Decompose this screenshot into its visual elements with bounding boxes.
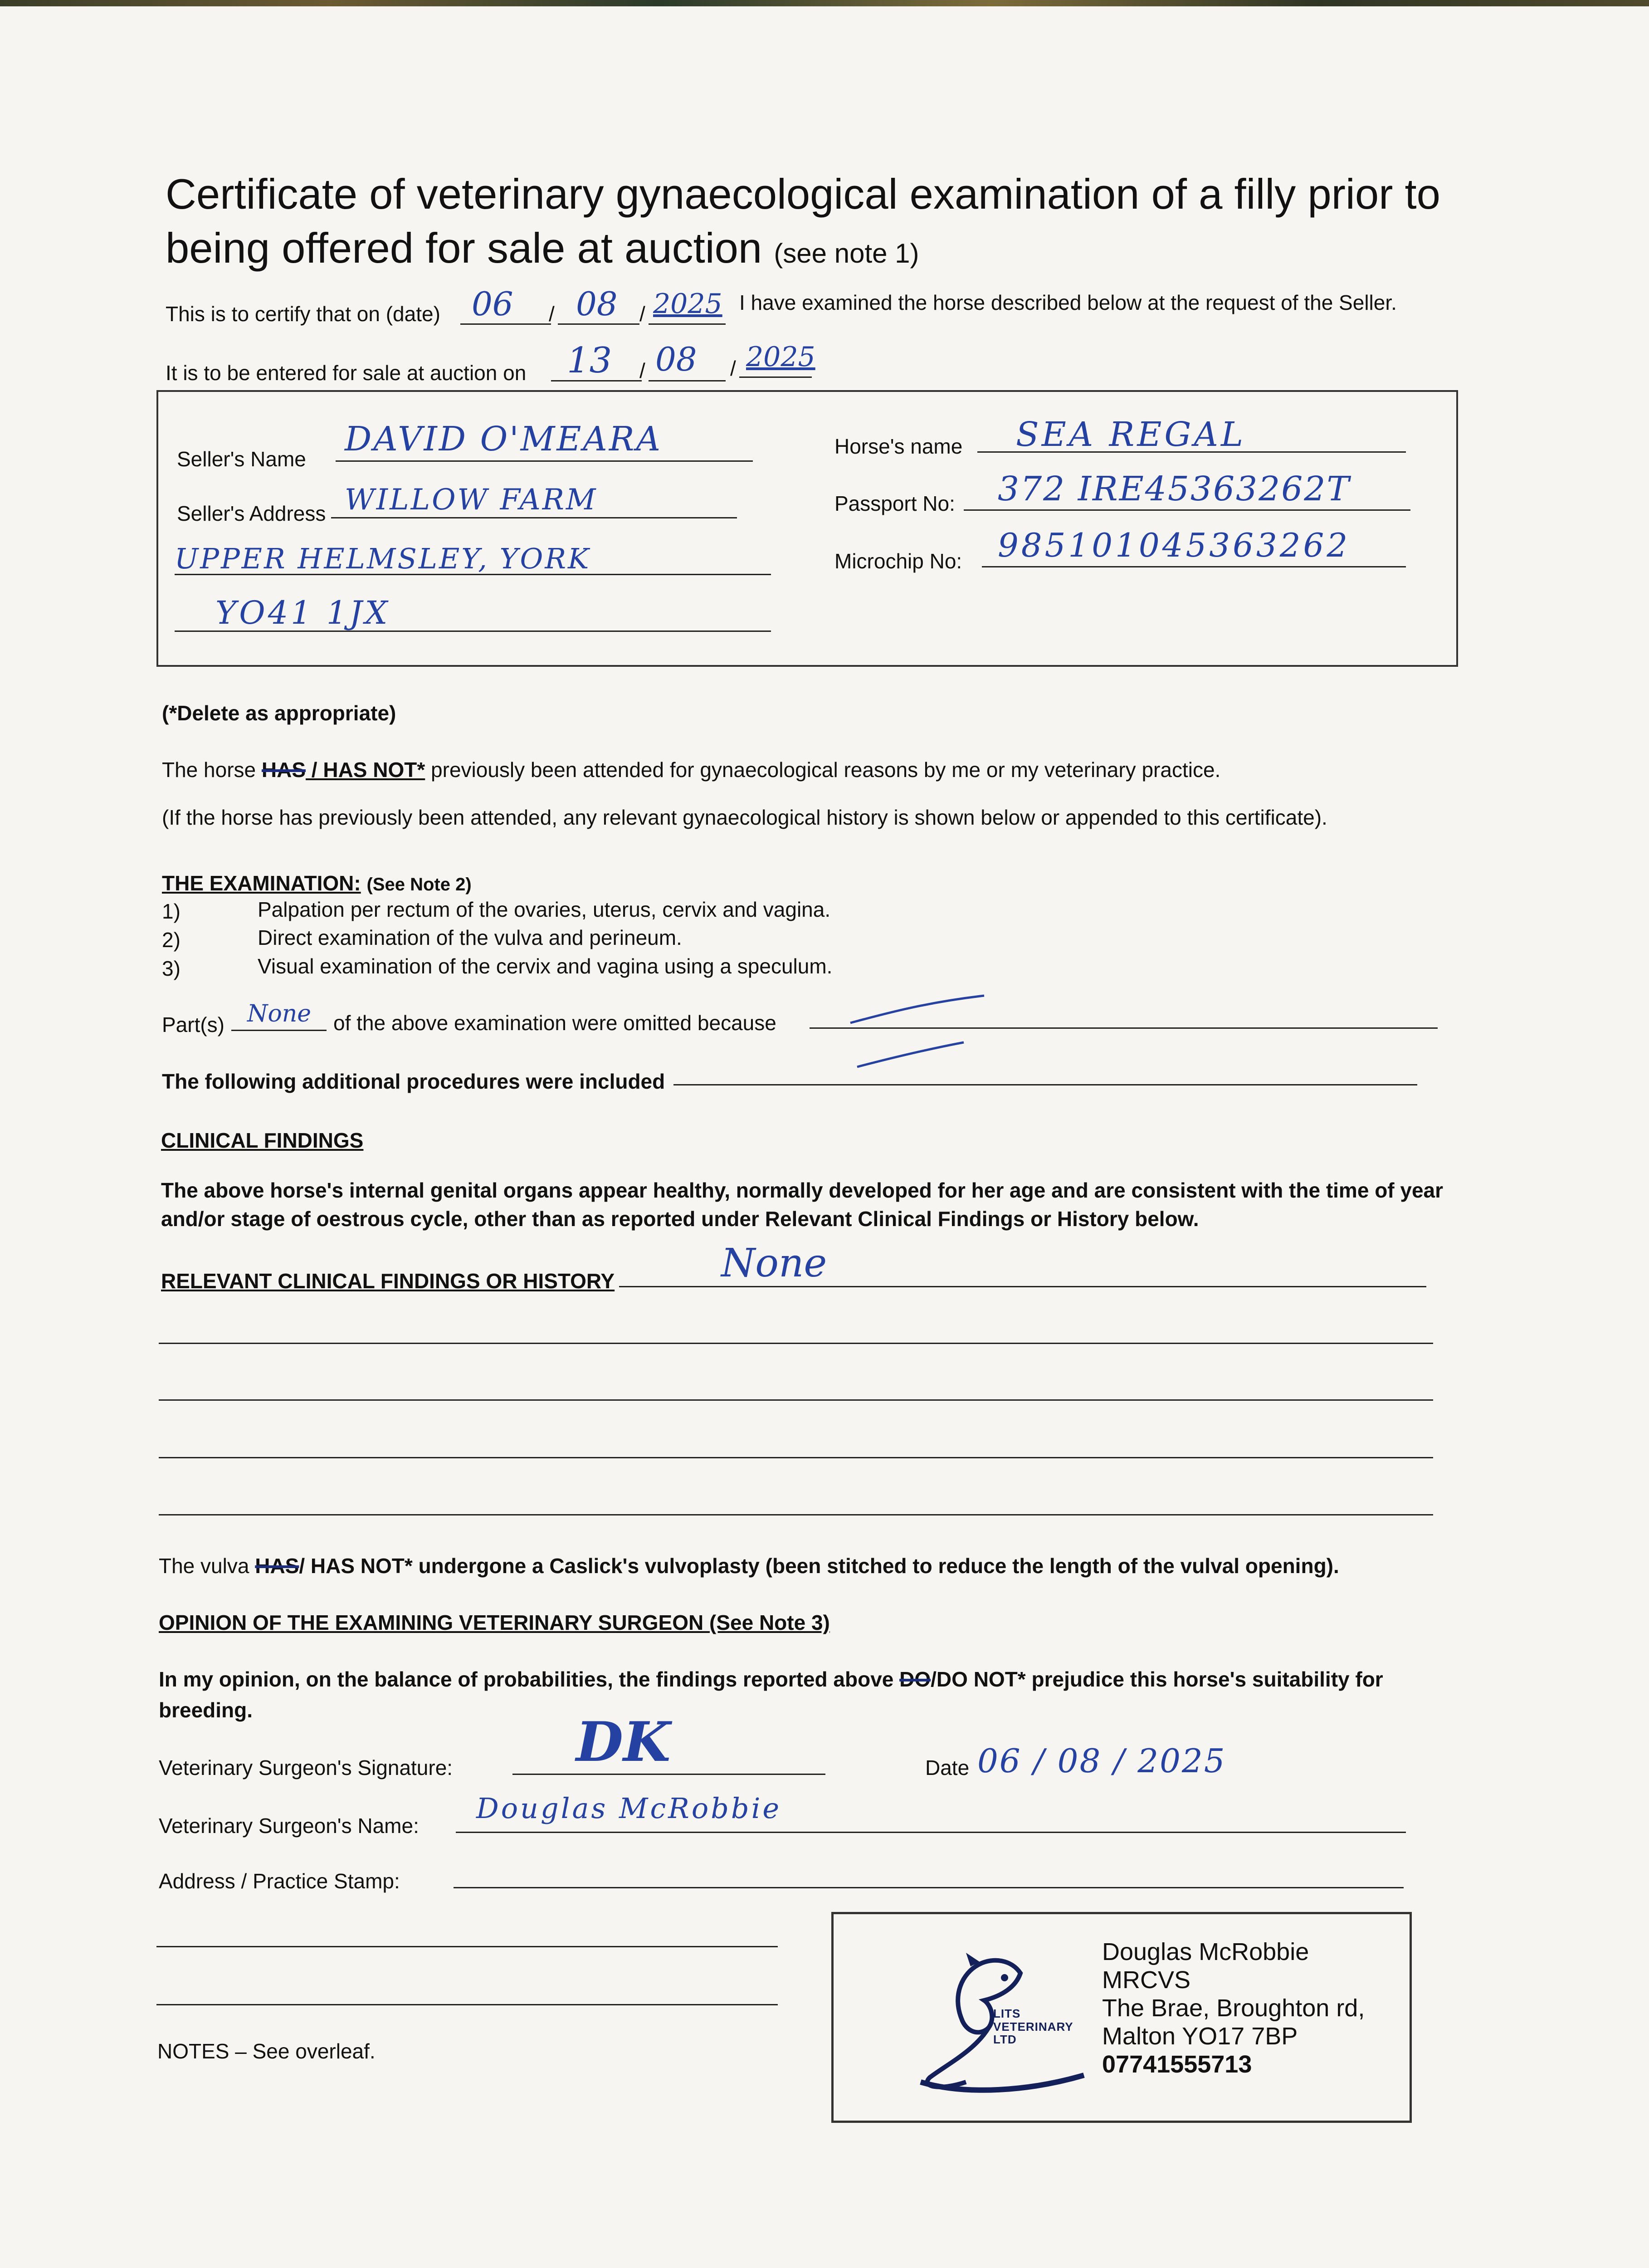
- opinion-line-1: [159, 1667, 1383, 1691]
- vet-signature: DK: [576, 1710, 671, 1774]
- stamp-line-2: MRCVS: [1102, 1966, 1191, 1994]
- additional-label: The following additional procedures were included: [162, 1070, 665, 1093]
- attended-suffix: previously been attended for gynaecological reasons by me or my veterinary practice.: [425, 758, 1221, 782]
- opinion-line-1-prefix: In my opinion, on the balance of probabilities, the findings reported above: [159, 1667, 900, 1691]
- exam-item-1-text: Palpation per rectum of the ovaries, uterus, cervix and vagina.: [258, 898, 831, 921]
- vulva-has-struck: HAS: [255, 1554, 299, 1578]
- stamp-line-1: Douglas McRobbie: [1102, 1938, 1309, 1965]
- vulva-statement: [159, 1554, 1339, 1578]
- title-line-2-text: being offered for sale at auction: [166, 224, 762, 272]
- opinion-heading: OPINION OF THE EXAMINING VETERINARY SURGEON (See Note 3): [159, 1611, 830, 1634]
- horse-name: SEA REGAL: [1016, 415, 1246, 454]
- vet-name-label: Veterinary Surgeon's Name:: [159, 1814, 419, 1838]
- opinion-line-1-suffix: /DO NOT* prejudice this horse's suitability for: [931, 1667, 1383, 1691]
- clinical-statement-line-1: The above horse's internal genital organs appear healthy, normally developed for her age and are consistent with the time of year: [161, 1178, 1444, 1202]
- title-line-2: [166, 221, 1440, 275]
- passport-label: Passport No:: [834, 492, 955, 515]
- attended-has-struck: HAS: [261, 758, 306, 782]
- attended-has-not: / HAS NOT*: [306, 758, 425, 782]
- auction-prefix: It is to be entered for sale at auction on: [166, 361, 527, 385]
- relevant-label: RELEVANT CLINICAL FINDINGS OR HISTORY: [161, 1269, 615, 1293]
- examination-note: (See Note 2): [366, 875, 472, 894]
- signature-label: Veterinary Surgeon's Signature:: [159, 1756, 453, 1779]
- clinical-statement-line-2: and/or stage of oestrous cycle, other than as reported under Relevant Clinical Findings or History below.: [161, 1207, 1199, 1231]
- attended-statement: [162, 758, 1220, 782]
- additional-dash-mark: [855, 1039, 968, 1070]
- opinion-line-2: breeding.: [159, 1698, 253, 1722]
- microchip-number: 985101045363262: [998, 526, 1351, 564]
- stamp-line-5: 07741555713: [1102, 2051, 1252, 2078]
- findings-line-2: [159, 1399, 1433, 1401]
- parts-suffix: of the above examination were omitted because: [333, 1011, 776, 1035]
- examination-heading: [162, 871, 472, 895]
- certify-suffix: I have examined the horse described below at the request of the Seller.: [739, 291, 1397, 314]
- auction-month: 08: [655, 340, 697, 378]
- title-line-1: Certificate of veterinary gynaecological examination of a filly prior to: [166, 170, 1440, 218]
- vulva-prefix: The vulva: [159, 1554, 255, 1578]
- findings-line-4: [159, 1514, 1433, 1515]
- date-label: Date: [925, 1756, 970, 1779]
- examination-heading-text: THE EXAMINATION:: [162, 871, 361, 895]
- findings-line-1: [159, 1343, 1433, 1344]
- seller-name-label: Seller's Name: [177, 447, 306, 471]
- seller-name: DAVID O'MEARA: [345, 420, 663, 459]
- parts-prefix: Part(s): [162, 1013, 224, 1036]
- certify-year: 2025: [653, 288, 722, 320]
- stamp-line-3: The Brae, Broughton rd,: [1102, 1994, 1365, 2022]
- exam-item-3-num: 3): [162, 957, 181, 980]
- exam-item-2-text: Direct examination of the vulva and perineum.: [258, 926, 682, 949]
- certify-month: 08: [576, 285, 618, 323]
- opinion-do-struck: DO: [899, 1667, 931, 1691]
- seller-address-line-1: WILLOW FARM: [345, 483, 598, 517]
- certify-day: 06: [472, 285, 513, 323]
- findings-line-3: [159, 1457, 1433, 1458]
- exam-item-3-text: Visual examination of the cervix and vagina using a speculum.: [258, 954, 833, 978]
- stamp-line-4: Malton YO17 7BP: [1102, 2023, 1298, 2050]
- omitted-dash-mark: [848, 991, 989, 1027]
- exam-item-2-num: 2): [162, 928, 181, 952]
- attended-prefix: The horse: [162, 758, 256, 782]
- horse-name-label: Horse's name: [834, 435, 963, 458]
- history-note: (If the horse has previously been attended, any relevant gynaecological history is shown below or appended to this certificate).: [162, 806, 1327, 829]
- seller-address-label: Seller's Address: [177, 502, 326, 525]
- auction-day: 13: [567, 340, 612, 381]
- page-title: [166, 167, 1440, 275]
- stamp-text: [1102, 1938, 1365, 2078]
- vet-date: 06 / 08 / 2025: [977, 1742, 1226, 1780]
- delete-note: (*Delete as appropriate): [162, 701, 396, 725]
- microchip-label: Microchip No:: [834, 549, 962, 573]
- vulva-suffix: / HAS NOT* undergone a Caslick's vulvoplasty (been stitched to reduce the length of the vulval opening).: [299, 1554, 1339, 1578]
- title-note: (see note 1): [774, 238, 919, 269]
- parts-value: None: [247, 1000, 312, 1027]
- clinical-heading: CLINICAL FINDINGS: [161, 1129, 364, 1152]
- seller-address-line-3: YO41 1JX: [215, 594, 390, 631]
- passport-number: 372 IRE45363262T: [998, 469, 1351, 508]
- relevant-value: None: [721, 1241, 827, 1286]
- auction-year: 2025: [746, 341, 815, 373]
- address-stamp-label: Address / Practice Stamp:: [159, 1869, 400, 1893]
- photo-edge: [0, 0, 1649, 6]
- certify-prefix: This is to certify that on (date): [166, 302, 440, 326]
- exam-item-1-num: 1): [162, 899, 181, 923]
- stamp-logo-text: LITS VETERINARY LTD: [993, 2007, 1073, 2047]
- vet-name: Douglas McRobbie: [476, 1792, 782, 1825]
- footer-notes: NOTES – See overleaf.: [157, 2039, 376, 2063]
- seller-address-line-2: UPPER HELMSLEY, YORK: [175, 542, 591, 575]
